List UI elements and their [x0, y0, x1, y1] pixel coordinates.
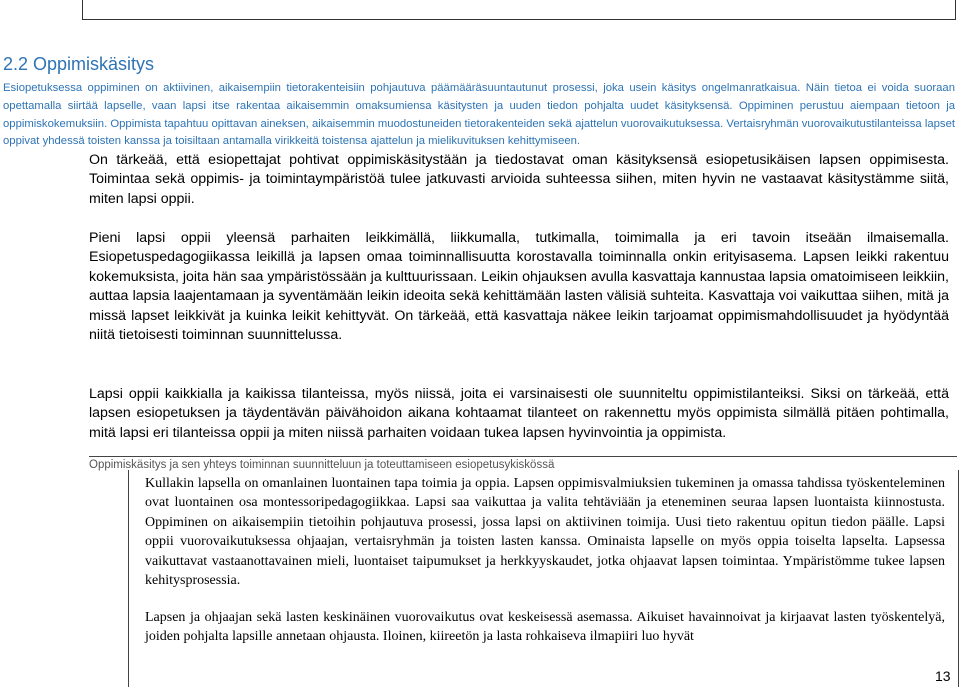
body-paragraph: On tärkeää, että esiopettajat pohtivat oppimiskäsitystään ja tiedostavat oman käsityksensä esiopetusikäisen lapsen oppimisesta. Toimintaa sekä oppimis- ja toimintaympäristöä tulee jatkuvasti arvioida suhteessa siihen, miten hyvin ne vastaavat käsitystämme siitä, miten lapsi oppii.	[89, 152, 949, 207]
box-paragraph: Kullakin lapsella on omanlainen luontainen tapa toimia ja oppia. Lapsen oppimisvalmiuksien tukeminen ja omassa tahdissa työskenteleminen ovat luontainen osa montessoripedagogiikkaa. Lapsi saa vaikuttaa ja valita tehtäviään ja eteneminen seuraa lapsen luontaista kiinnostusta. Oppiminen on aikaisempiin tietoihin pohjautuva prosessi, jossa lapsi on aktiivinen toimija. Uusi tieto rakentuu opitun tiedon päälle. Lapsi oppii vuorovaikutuksessa ohjaajan, vertaisryhmän ja toisten lasten kanssa. Ominaista lapselle on myös oppia toiselta lapselta. Lapsessa vaikuttavat vastaanottavainen mieli, luontaiset taipumukset ja herkkyyskaudet, jotka ohjaavat lapsen toimintaa. Ympäristömme tukee lapsen kehitysprosessia.	[145, 476, 945, 589]
page-number: 13	[935, 668, 951, 684]
section-heading: 2.2 Oppimiskäsitys	[3, 54, 155, 74]
text-box	[128, 470, 959, 687]
box-paragraph: Lapsen ja ohjaajan sekä lasten keskinäinen vuorovaikutus ovat keskeisessä asemassa. Aikuiset havainnoivat ja kirjaavat lasten työskentelyä, joiden pohjalta lapsille annetaan ohjausta. Iloinen, kiireetön ja lasta rohkaiseva ilmapiiri luo hyvät	[145, 610, 945, 645]
body-paragraph: Lapsi oppii kaikkialla ja kaikissa tilanteissa, myös niissä, joita ei varsinaisesti ole suunniteltu oppimistilanteiksi. Siksi on tärkeää, että lapsen esiopetuksen ja täydentävän päivähoidon aikana kohtaamat tilanteet on rakennettu myös oppimista silmällä pitäen pohtimalla, mitä lapsi eri tilanteissa oppii ja miten niissä parhaiten voidaan tukea lapsen hyvinvointia ja oppimista.	[89, 386, 949, 441]
box-header: Oppimiskäsitys ja sen yhteys toiminnan suunnitteluun ja toteuttamiseen esiopetusykiskössä	[89, 456, 957, 473]
section-intro: Esiopetuksessa oppiminen on aktiivinen, aikaisempiin tietorakenteisiin pohjautuva päämääräsuuntautunut prosessi, joka usein käsitys ongelmanratkaisua. Näin tietoa ei voida suoraan opettamalla siirtää lapselle, vaan lapsi itse rakentaa aikaisemmin omaksumiensa käsitysten ja uuden tiedon pohjalta uudet käsityksensä. Oppiminen perustuu aiempaan tietoon ja oppimiskokemuksiin. Oppimista tapahtuu opittavan aineksen, aikaisemmin muodostuneiden tietorakenteiden sekä ajattelun vuorovaikutuksessa. Vertaisryhmän vuorovaikutustilanteissa lapset oppivat yhdessä toisten kanssa ja toisiltaan antamalla virikkeitä toistensa ajattelun ja mielikuvituksen kehittymiseen.	[3, 82, 955, 148]
header-frame	[82, 0, 956, 20]
body-paragraph: Pieni lapsi oppii yleensä parhaiten leikkimällä, liikkumalla, tutkimalla, toimimalla ja eri tavoin itseään ilmaisemalla. Esiopetuspedagogiikassa leikillä ja lapsen omaa toiminnallisuutta korostavalla toiminnalla onkin erityisasema. Lapsen leikki rakentuu kokemuksista, joita hän saa ympäristössään ja kulttuurissaan. Leikin ohjauksen avulla kasvattaja kannustaa lapsia omatoimiseen leikkiin, auttaa lapsia laajentamaan ja syventämään leikin ideoita sekä kehittämään lasten välisiä suhteita. Kasvattaja voi vaikuttaa siihen, mitä ja missä lapset leikkivät ja kuinka leikit kehittyvät. On tärkeää, että kasvattaja näkee leikin tarjoamat oppimismahdollisuudet ja hyödyntää niitä tietoisesti toiminnan suunnittelussa.	[89, 230, 949, 344]
